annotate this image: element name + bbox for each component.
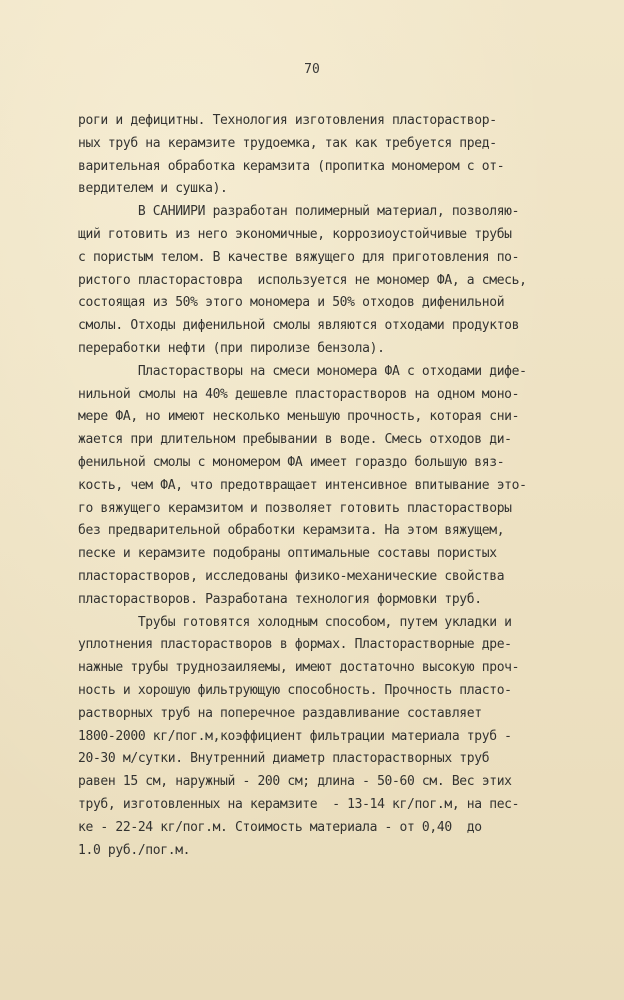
text-line: уплотнения пласторастворов в формах. Пласторастворные дре- [78, 637, 512, 653]
text-line: пласторастворов. Разработана технология формовки труб. [78, 591, 482, 607]
text-line: варительная обработка керамзита (пропитка мономером с от- [78, 158, 505, 174]
text-line: равен 15 см, наружный - 200 см; длина - 50-60 см. Вес этих [78, 774, 512, 790]
text-line: ных труб на керамзите трудоемка, так как требуется пред- [78, 135, 497, 151]
text-line: мере ФА, но имеют несколько меньшую прочность, которая сни- [78, 409, 520, 425]
text-line: Пласторастворы на смеси мономера ФА с отходами дифе- [78, 363, 527, 379]
text-line: кость, чем ФА, что предотвращает интенсивное впитывание это- [78, 477, 527, 493]
text-line: 1800-2000 кг/пог.м,коэффициент фильтрации материала труб - [78, 728, 512, 744]
text-line: с пористым телом. В качестве вяжущего для приготовления по- [78, 249, 520, 265]
text-line: смолы. Отходы дифенильной смолы являются отходами продуктов [78, 318, 520, 334]
body-text [78, 110, 578, 862]
text-line: 20-30 м/сутки. Внутренний диаметр пласторастворных труб [78, 751, 490, 767]
text-line: жается при длительном пребывании в воде. Смесь отходов ди- [78, 432, 512, 448]
text-line: вердителем и сушка). [78, 181, 228, 197]
text-line: щий готовить из него экономичные, коррозиоустойчивые трубы [78, 226, 512, 242]
page-number: 70 [304, 62, 320, 77]
text-line: состоящая из 50% этого мономера и 50% отходов дифенильной [78, 295, 505, 311]
text-line: нажные трубы труднозаиляемы, имеют достаточно высокую проч- [78, 660, 520, 676]
text-line: нильной смолы на 40% дешевле пласторастворов на одном моно- [78, 386, 520, 402]
text-line: растворных труб на поперечное раздавливание составляет [78, 705, 482, 721]
text-line: В САНИИРИ разработан полимерный материал, позволяю- [78, 204, 520, 220]
text-line: фенильной смолы с мономером ФА имеет гораздо большую вяз- [78, 454, 505, 470]
text-line: ность и хорошую фильтрующую способность. Прочность пласто- [78, 682, 512, 698]
text-line: ристого пласторастовра используется не мономер ФА, а смесь, [78, 272, 527, 288]
text-line: Трубы готовятся холодным способом, путем укладки и [78, 614, 512, 630]
text-line: без предварительной обработки керамзита. На этом вяжущем, [78, 523, 505, 539]
text-line: го вяжущего керамзитом и позволяет готовить пласторастворы [78, 500, 512, 516]
text-line: ке - 22-24 кг/пог.м. Стоимость материала - от 0,40 до [78, 819, 482, 835]
text-line: пласторастворов, исследованы физико-механические свойства [78, 568, 505, 584]
text-line: 1.0 руб./пог.м. [78, 842, 191, 858]
text-line: переработки нефти (при пиролизе бензола). [78, 340, 385, 356]
text-line: труб, изготовленных на керамзите - 13-14 кг/пог.м, на пес- [78, 796, 520, 812]
text-line: роги и дефицитны. Технология изготовления пластораствор- [78, 113, 497, 128]
text-line: песке и керамзите подобраны оптимальные составы пористых [78, 546, 497, 562]
